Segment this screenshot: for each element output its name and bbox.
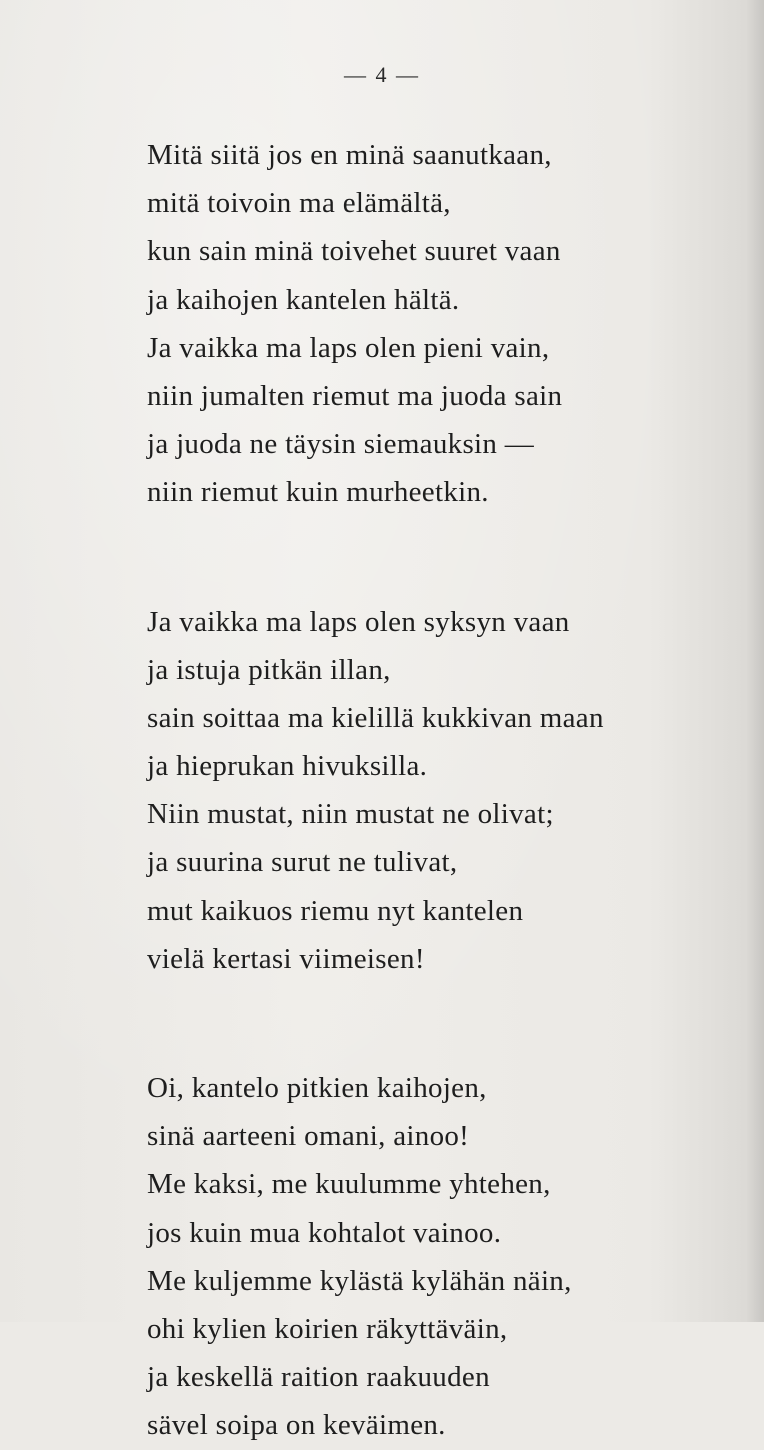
stanza-2 xyxy=(147,598,747,984)
poem-line: ja kaihojen kantelen hältä. xyxy=(147,283,460,316)
poem-line: ja juoda ne täysin siemauksin — xyxy=(147,428,535,461)
poem-line: Ja vaikka ma laps olen pieni vain, xyxy=(147,331,550,364)
stanza-1 xyxy=(147,131,747,517)
poem-line: ja keskellä raition raakuuden xyxy=(147,1361,490,1394)
poem-line: mitä toivoin ma elämältä, xyxy=(147,187,451,220)
poem-line: Me kuljemme kylästä kylähän näin, xyxy=(147,1264,572,1297)
poem-line: Mitä siitä jos en minä saanutkaan, xyxy=(147,139,552,171)
poem-line: kun sain minä toivehet suuret vaan xyxy=(147,235,561,268)
poem-line: niin riemut kuin murheetkin. xyxy=(147,476,489,509)
poem-line: vielä kertasi viimeisen! xyxy=(147,942,425,975)
poem-line: ohi kylien koirien räkyttäväin, xyxy=(147,1312,508,1345)
poem-line: Ja vaikka ma laps olen syksyn vaan xyxy=(147,605,570,638)
poem-line: Oi, kantelo pitkien kaihojen, xyxy=(147,1072,487,1104)
poem-line: niin jumalten riemut ma juoda sain xyxy=(147,379,563,412)
poem-line: Niin mustat, niin mustat ne olivat; xyxy=(147,798,554,831)
page-edge-shadow xyxy=(746,0,764,1322)
poem-line: sain soittaa ma kielillä kukkivan maan xyxy=(147,701,604,734)
poem-line: ja hieprukan hivuksilla. xyxy=(147,750,428,783)
page-number: — 4 — xyxy=(344,62,420,87)
poem xyxy=(147,131,747,1450)
poem-line: sinä aarteeni omani, ainoo! xyxy=(147,1120,470,1153)
poem-line: ja suurina surut ne tulivat, xyxy=(147,846,458,879)
poem-line: ja istuja pitkän illan, xyxy=(147,653,391,686)
poem-line: Me kaksi, me kuulumme yhtehen, xyxy=(147,1168,551,1201)
poem-line: sävel soipa on keväimen. xyxy=(147,1409,446,1442)
poem-line: mut kaikuos riemu nyt kantelen xyxy=(147,894,524,927)
poem-line: jos kuin mua kohtalot vainoo. xyxy=(147,1216,502,1249)
stanza-3 xyxy=(147,1064,747,1450)
